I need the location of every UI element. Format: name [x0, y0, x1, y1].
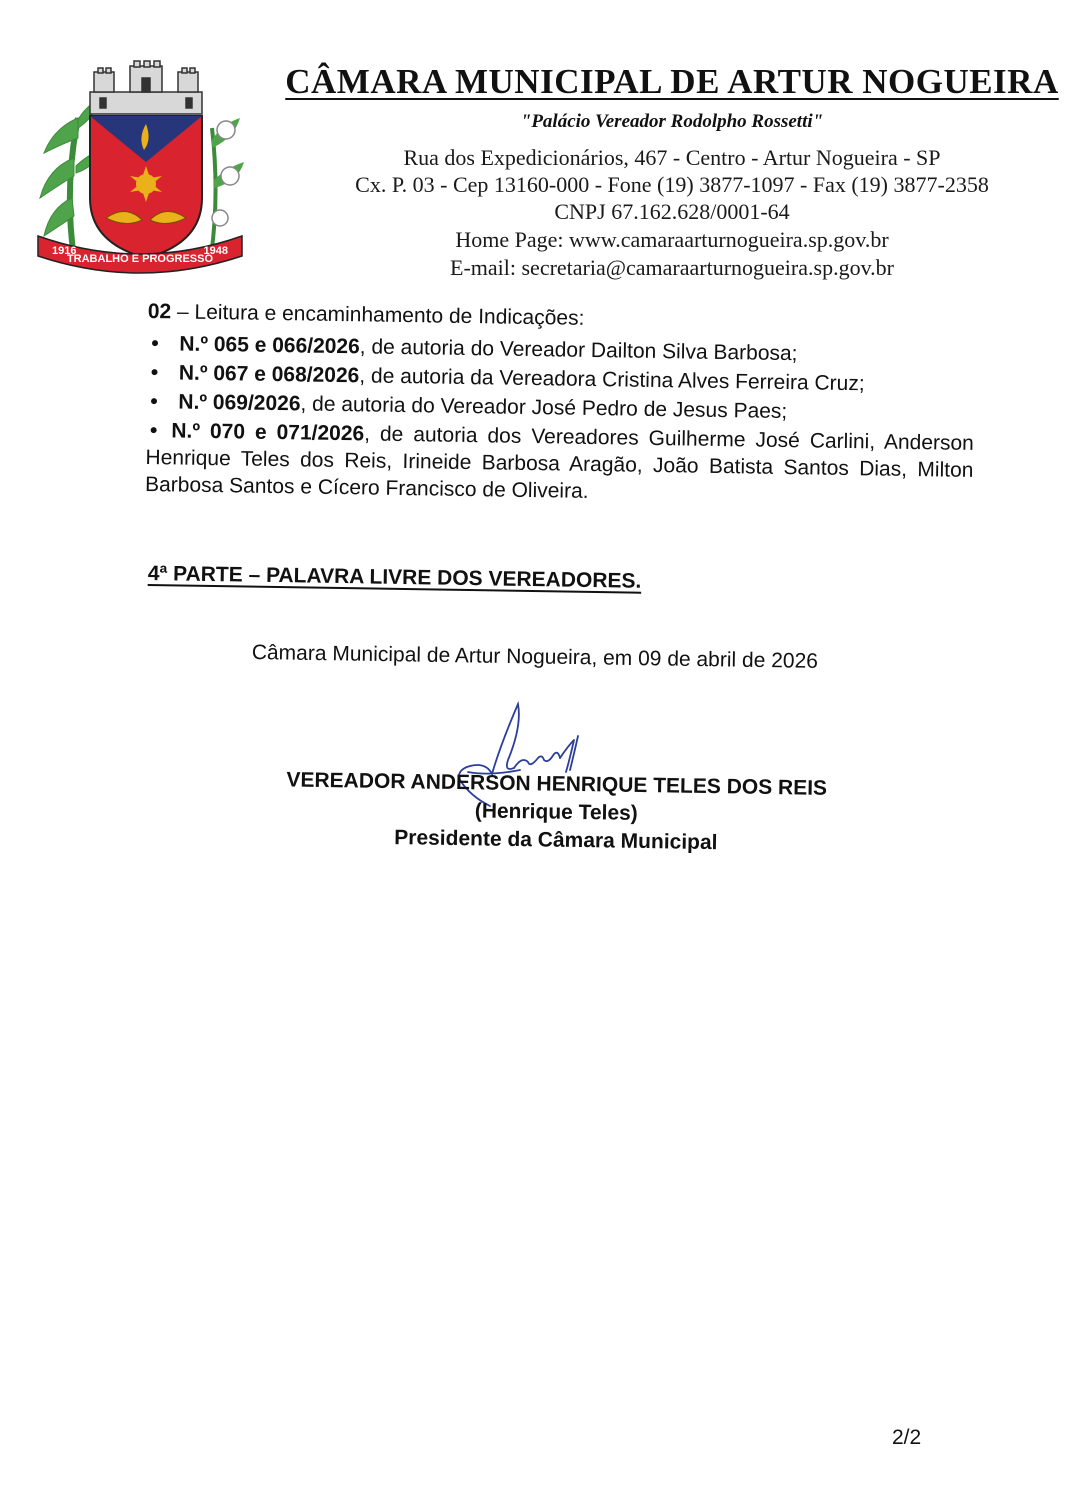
indication-ref: N.º 070 e 071/2026 — [171, 419, 365, 446]
indications-section — [145, 300, 976, 513]
indication-ref: N.º 067 e 068/2026 — [178, 361, 360, 388]
bullet-icon: • — [150, 361, 159, 385]
indication-text: , de autoria do Vereador Dailton Silva Barbosa; — [359, 335, 798, 366]
municipal-coat-of-arms — [34, 58, 246, 286]
part-4-heading: 4ª PARTE – PALAVRA LIVRE DOS VEREADORES. — [147, 562, 642, 593]
place-and-date: Câmara Municipal de Artur Nogueira, em 09 de abril de 2026 — [251, 641, 819, 673]
year-founded-right: 1948 — [203, 245, 228, 257]
section-number: 02 — [147, 300, 172, 324]
shield-icon — [90, 116, 202, 258]
indication-ref: N.º 069/2026 — [178, 390, 301, 416]
list-item — [145, 417, 974, 511]
indication-text: , de autoria do Vereador José Pedro de Jesus Paes; — [300, 392, 788, 424]
page-number: 2/2 — [892, 1426, 922, 1449]
address-line: Rua dos Expedicionários, 467 - Centro - Artur Nogueira - SP — [403, 145, 941, 170]
palace-name: "Palácio Vereador Rodolpho Rossetti" — [520, 111, 824, 132]
mural-crown-icon — [90, 61, 202, 114]
postal-phone-line: Cx. P. 03 - Cep 13160-000 - Fone (19) 3877-1097 - Fax (19) 3877-2358 — [355, 172, 989, 197]
email-line: E-mail: secretaria@camaraarturnogueira.sp.gov.br — [450, 255, 894, 280]
signatory-name: VEREADOR ANDERSON HENRIQUE TELES DOS REIS — [286, 768, 828, 800]
bullet-icon: • — [150, 390, 158, 414]
indication-text: , de autoria da Vereadora Cristina Alves Ferreira Cruz; — [359, 364, 865, 396]
motto-text: TRABALHO E PROGRESSO — [66, 253, 214, 265]
section-label: – Leitura e encaminhamento de Indicações: — [170, 300, 585, 330]
bullet-icon: • — [151, 332, 159, 356]
signatory-role: Presidente da Câmara Municipal — [394, 826, 718, 855]
indications-list — [145, 330, 976, 511]
indication-text: , de autoria dos Vereadores Guilherme José Carlini, Anderson Henrique Teles dos Reis, Irineide Barbosa Aragão, João Batista Santos Dias, Milton Barbosa Santos e Cícero Francisco de Oliveira. — [144, 422, 975, 503]
year-founded-left: 1916 — [52, 245, 77, 257]
organization-name: CÂMARA MUNICIPAL DE ARTUR NOGUEIRA — [285, 62, 1059, 101]
bullet-icon: • — [149, 419, 158, 443]
homepage-line: Home Page: www.camaraarturnogueira.sp.gov.br — [455, 227, 889, 252]
indication-ref: N.º 065 e 066/2026 — [179, 332, 360, 359]
signatory-nickname: (Henrique Teles) — [474, 799, 638, 825]
signature-block — [261, 766, 852, 859]
cnpj-line: CNPJ 67.162.628/0001-64 — [554, 199, 790, 224]
